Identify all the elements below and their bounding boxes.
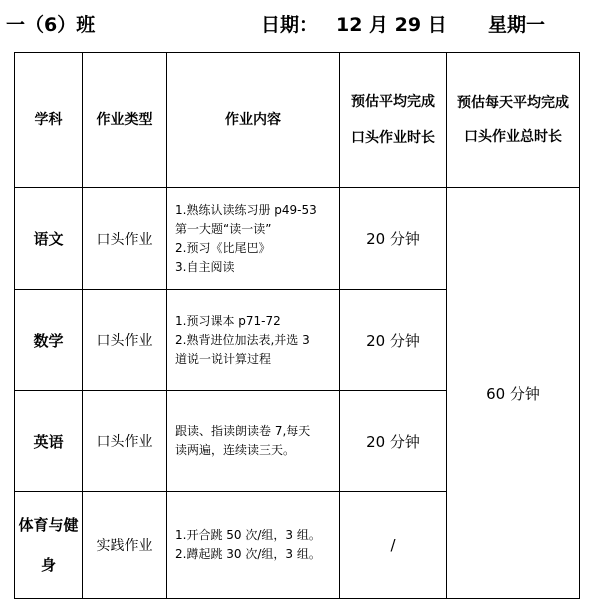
type-cell: 口头作业 [83,188,167,290]
date-label: 日期： [261,14,319,36]
column-header-avg-time: 预估平均完成口头作业时长 [340,53,447,188]
column-header-total-time: 预估每天平均完成口头作业总时长 [447,53,580,188]
column-header-content: 作业内容 [167,53,340,188]
content-cell [167,391,340,492]
content-line: 道说一说计算过程 [175,351,272,366]
content-line: 第一大题“读一读” [175,221,272,236]
column-header-subject: 学科 [15,53,83,188]
time-cell: 20 分钟 [340,188,447,290]
time-cell: 20 分钟 [340,290,447,391]
content-line: 2.蹲起跳 30 次/组，3 组。 [175,547,321,561]
subject-cell: 体育与健身 [15,492,83,599]
content-line: 1.熟练认读练习册 p49-53 [175,202,317,217]
subject-cell: 语文 [15,188,83,290]
type-cell: 实践作业 [83,492,167,599]
content-line: 1.预习课本 p71-72 [175,313,281,328]
time-cell: / [340,492,447,599]
type-cell: 口头作业 [83,290,167,391]
date-value: 12 月 29 日 [336,14,447,36]
content-cell [167,188,340,290]
content-line: 2.熟背进位加法表,并选 3 [175,332,310,347]
subject-cell: 英语 [15,391,83,492]
content-line: 2.预习《比尾巴》 [175,240,271,255]
class-name: 一（6）班 [6,14,96,36]
subject-cell: 数学 [15,290,83,391]
homework-table [14,52,580,599]
content-line: 3.自主阅读 [175,259,235,274]
content-line: 跟读、指读朗读卷 7,每天 [175,424,311,438]
table-row [15,188,580,290]
total-time-cell: 60 分钟 [447,188,580,599]
content-line: 1.开合跳 50 次/组，3 组。 [175,528,321,542]
content-line: 读两遍，连续读三天。 [175,443,296,457]
time-cell: 20 分钟 [340,391,447,492]
table-header-row [15,53,580,188]
content-cell [167,492,340,599]
weekday: 星期一 [488,14,546,36]
content-cell [167,290,340,391]
page-header [0,6,596,40]
type-cell: 口头作业 [83,391,167,492]
column-header-type: 作业类型 [83,53,167,188]
